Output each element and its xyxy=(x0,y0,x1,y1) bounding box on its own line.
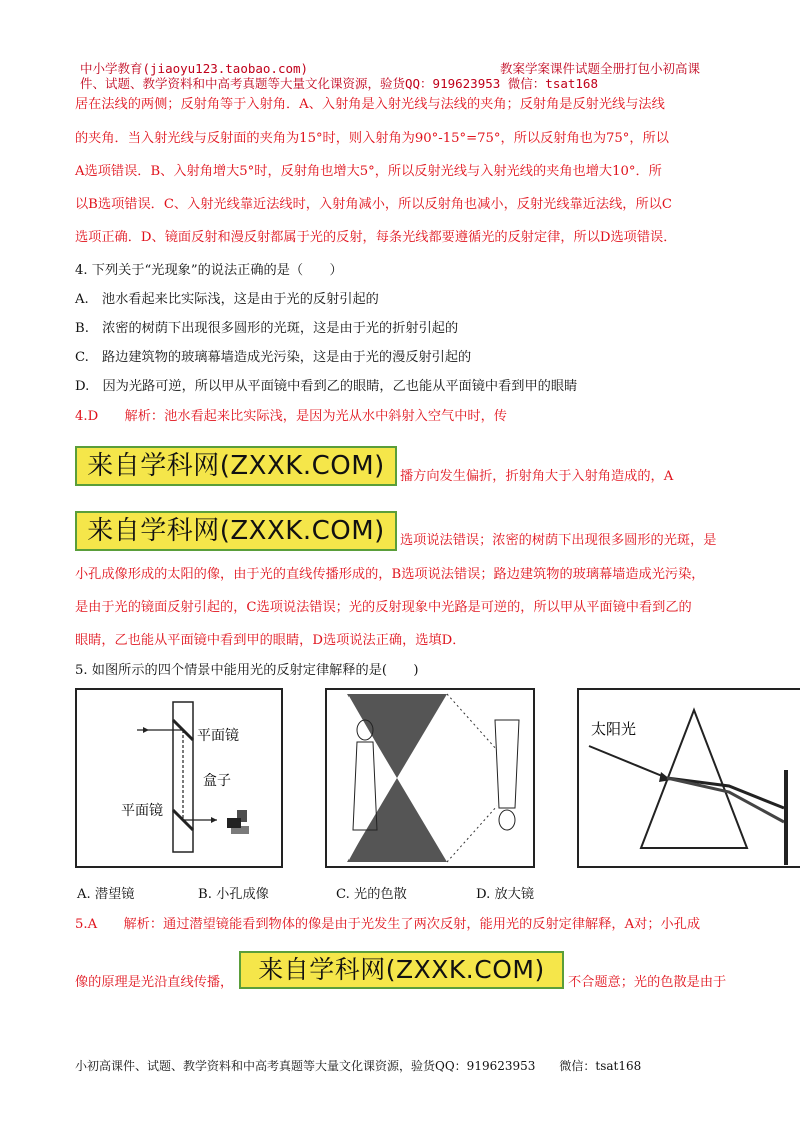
label-sunlight: 太阳光 xyxy=(591,720,637,738)
header-right-line2: 件、试题、教学资料和中高考真题等大量文化课资源，验货QQ：919623953 微信：tsat168 xyxy=(80,76,598,91)
figure-periscope xyxy=(75,688,283,868)
figure-pinhole xyxy=(325,688,535,868)
q4-answer-cont-4: 是由于光的镜面反射引起的，C选项说法错误；光的反射现象中光路是可逆的，所以甲从平面镜中看到乙的 xyxy=(75,600,692,615)
q4-answer-cont-1: 播方向发生偏折，折射角大于入射角造成的，A xyxy=(400,469,674,484)
figure-prism xyxy=(577,688,800,868)
prism-drawing xyxy=(579,690,800,866)
q5-option-a: A. 潜望镜 xyxy=(77,887,135,902)
label-mirror-bottom: 平面镜 xyxy=(121,803,163,819)
q5-answer: 5.A 解析：通过潜望镜能看到物体的像是由于光发生了两次反射，能用光的反射定律解释，A对；小孔成 xyxy=(75,917,701,932)
header-left: 中小学教育(jiaoyu123.taobao.com) xyxy=(80,61,309,76)
label-box: 盒子 xyxy=(203,773,231,789)
text-line-5: 选项正确．D、镜面反射和漫反射都属于光的反射，每条光线都要遵循光的反射定律，所以D选项错误． xyxy=(75,230,677,245)
q4-option-a: A. 池水看起来比实际浅，这是由于光的反射引起的 xyxy=(75,292,379,307)
q4-option-b: B. 浓密的树荫下出现很多圆形的光斑，这是由于光的折射引起的 xyxy=(75,321,459,336)
periscope-drawing xyxy=(77,690,281,866)
q4-stem: 4. 下列关于“光现象”的说法正确的是（ ） xyxy=(75,263,343,278)
q4-answer-cont-3: 小孔成像形成的太阳的像，由于光的直线传播形成的，B选项说法错误；路边建筑物的玻璃幕墙造成光污染， xyxy=(75,567,705,582)
q4-option-d: D. 因为光路可逆，所以甲从平面镜中看到乙的眼睛，乙也能从平面镜中看到甲的眼睛 xyxy=(75,379,578,394)
watermark-banner-1: 来自学科网(ZXXK.COM) xyxy=(75,446,397,486)
q4-answer-cont-5: 眼睛，乙也能从平面镜中看到甲的眼睛，D选项说法正确，选填D． xyxy=(75,633,466,648)
text-line-1: 居在法线的两侧；反射角等于入射角．A、入射角是入射光线与法线的夹角；反射角是反射光线与法线 xyxy=(75,97,665,112)
footer: 小初高课件、试题、教学资料和中高考真题等大量文化课资源，验货QQ：919623953 微信：tsat168 xyxy=(75,1059,642,1073)
q4-answer: 4.D 解析：池水看起来比实际浅，是因为光从水中斜射入空气中时，传 xyxy=(75,409,507,424)
watermark-banner-2: 来自学科网(ZXXK.COM) xyxy=(75,511,397,551)
q5-stem: 5. 如图所示的四个情景中能用光的反射定律解释的是( ) xyxy=(75,663,419,678)
q5-answer-cont-before: 像的原理是光沿直线传播， xyxy=(75,975,234,990)
text-line-3: A选项错误．B、入射角增大5°时，反射角也增大5°，所以反射光线与入射光线的夹角也增大10°．所 xyxy=(75,164,662,179)
text-line-2: 的夹角．当入射光线与反射面的夹角为15°时，则入射角为90°-15°=75°，所以反射角也为75°，所以 xyxy=(75,131,669,146)
pinhole-drawing xyxy=(327,690,533,866)
label-mirror-top: 平面镜 xyxy=(197,728,239,744)
watermark-banner-3: 来自学科网(ZXXK.COM) xyxy=(239,951,564,989)
q4-answer-cont-2: 选项说法错误；浓密的树荫下出现很多圆形的光斑，是 xyxy=(400,533,717,548)
text-line-4: 以B选项错误．C、入射光线靠近法线时，入射角减小，所以反射角也减小，反射光线靠近法线，所以C xyxy=(75,197,672,212)
header-right-line1: 教案学案课件试题全册打包小初高课 xyxy=(500,61,701,76)
q5-option-d: D. 放大镜 xyxy=(476,887,535,902)
q5-option-b: B. 小孔成像 xyxy=(198,887,269,902)
q4-option-c: C. 路边建筑物的玻璃幕墙造成光污染，这是由于光的漫反射引起的 xyxy=(75,350,472,365)
q5-answer-cont-after: 不合题意；光的色散是由于 xyxy=(568,975,727,990)
q5-option-c: C. 光的色散 xyxy=(336,887,407,902)
